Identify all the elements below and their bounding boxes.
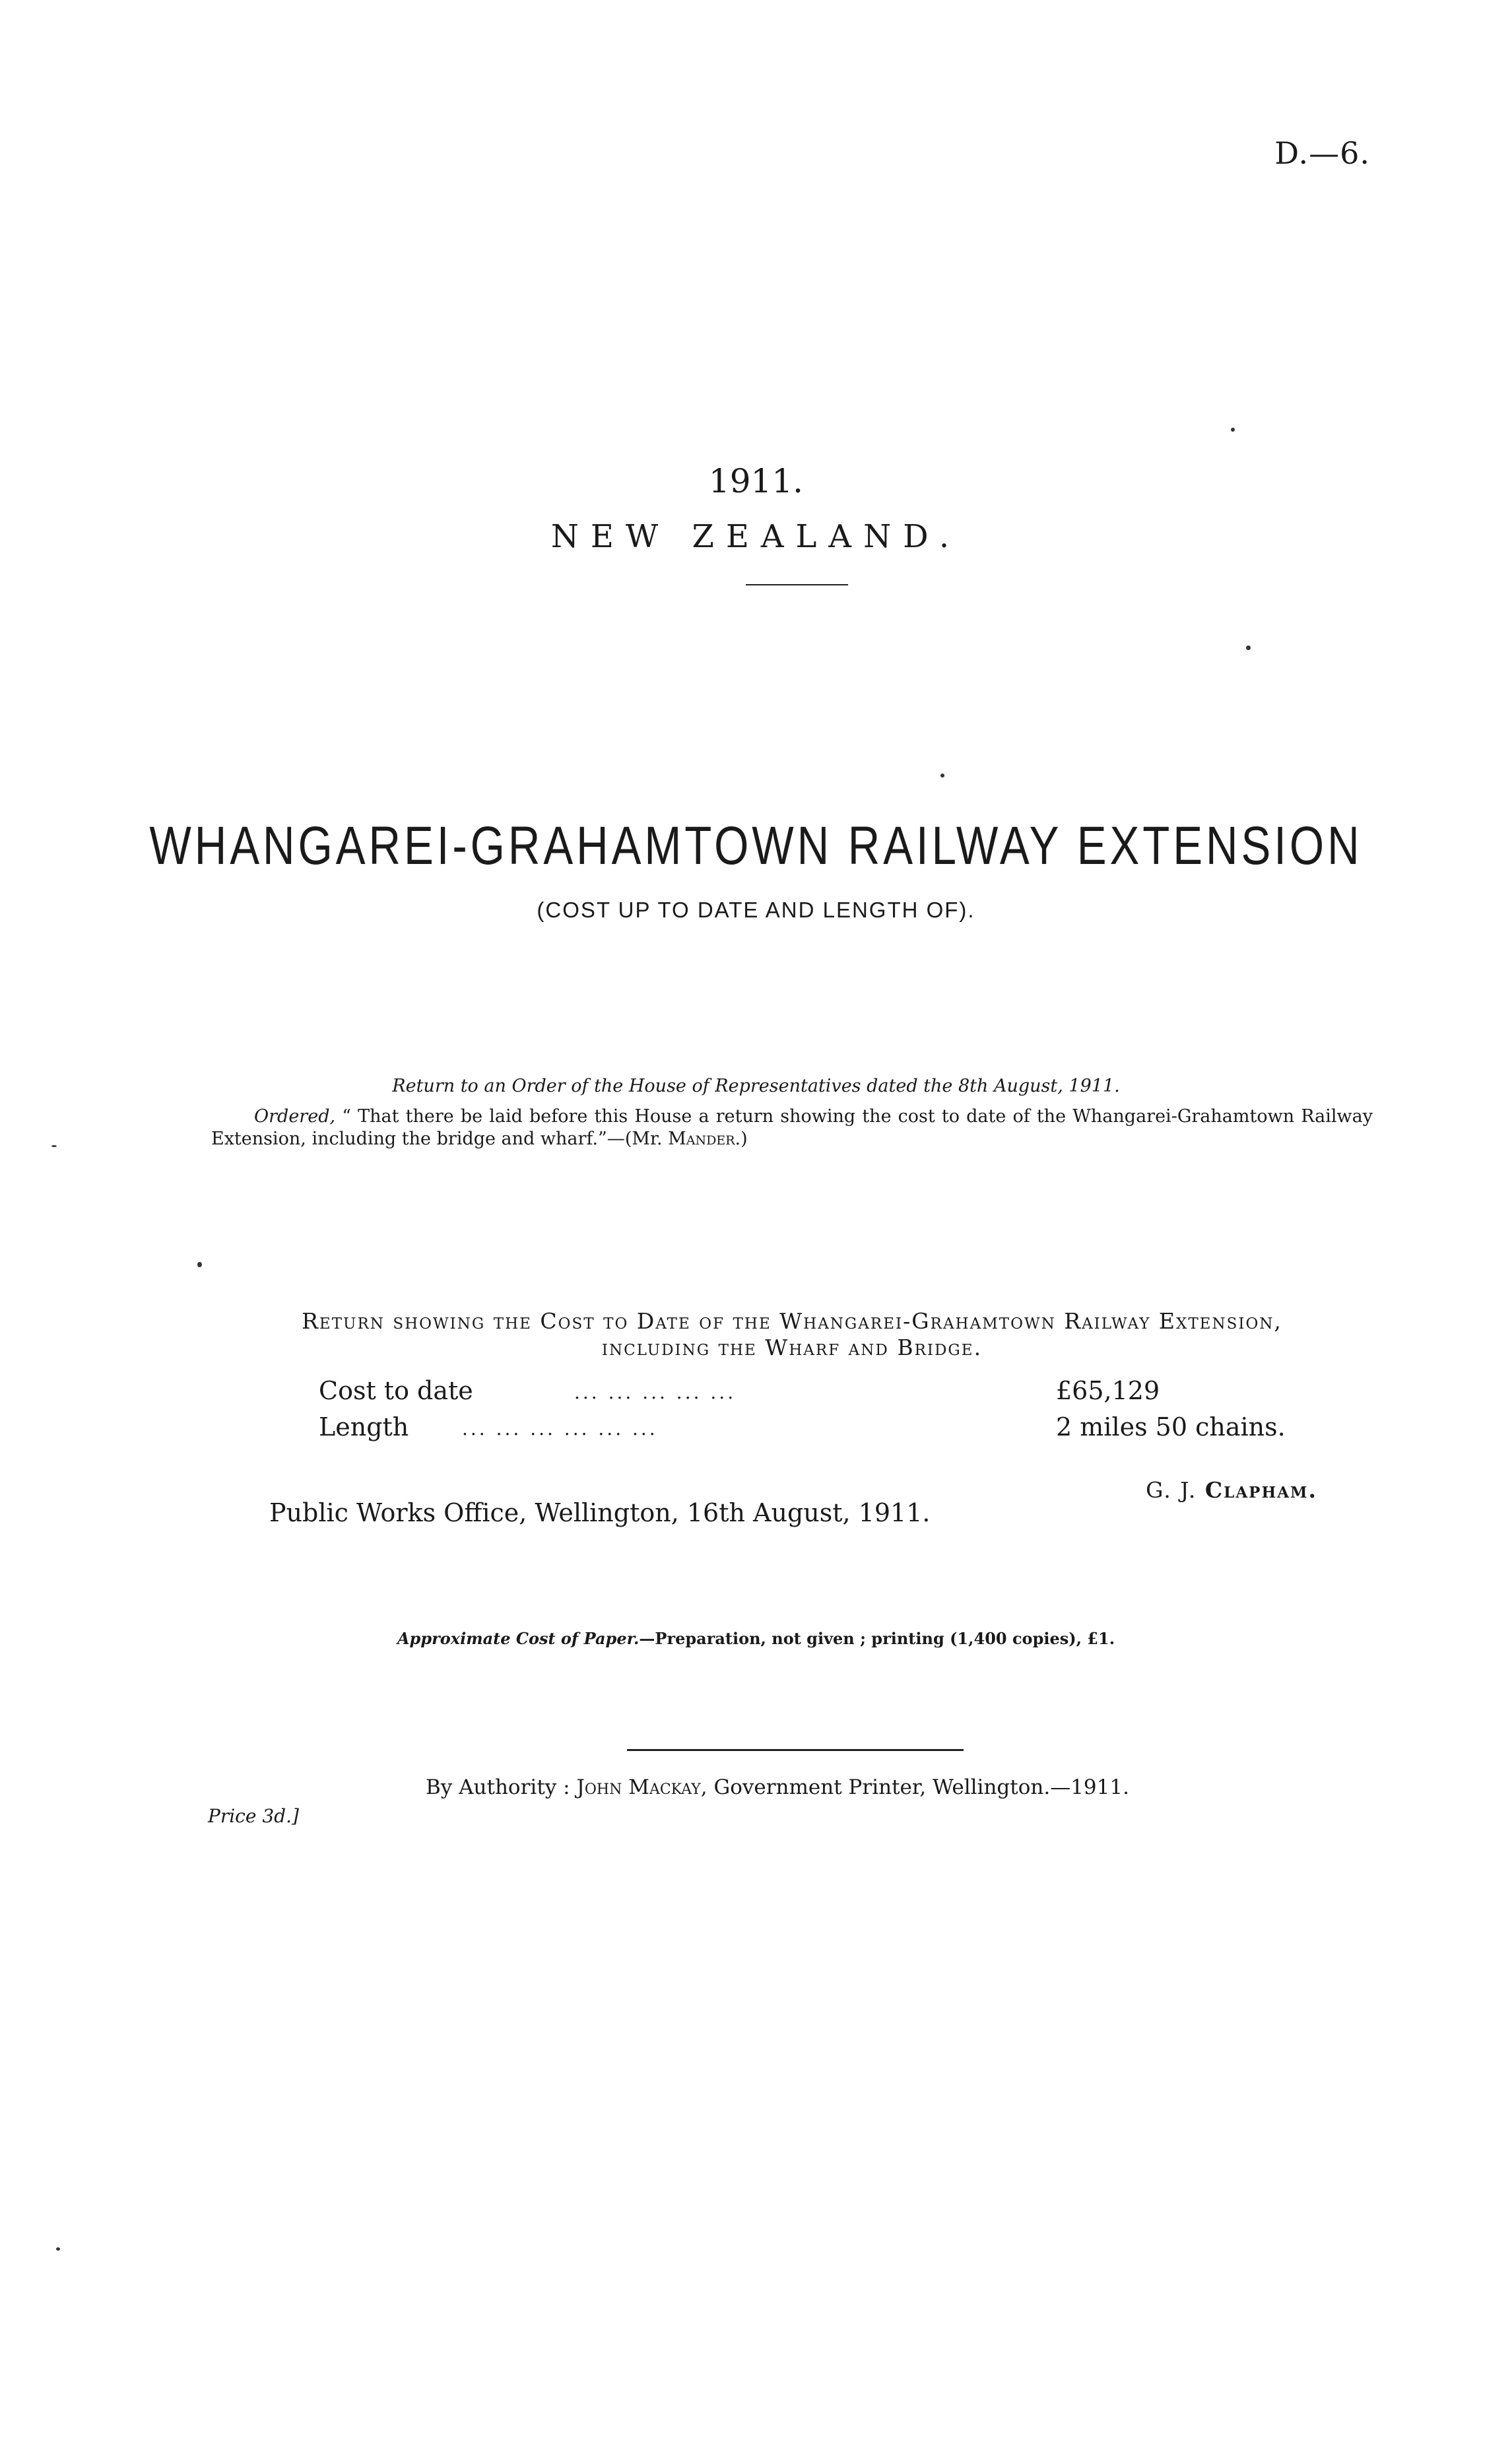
member-name: Mander: [668, 1129, 735, 1149]
imprint-rest: Government Printer, Wellington.—1911.: [713, 1775, 1129, 1799]
scan-speck: [1231, 428, 1235, 432]
scan-speck: [940, 774, 944, 777]
table-row-cost: [0, 1376, 1512, 1409]
paper-cost-text: —Preparation, not given ; printing (1,400 copies), £1.: [639, 1629, 1115, 1648]
signature-surname: Clapham.: [1204, 1477, 1317, 1503]
row-label: Cost to date: [319, 1376, 473, 1405]
ordered-label: Ordered,: [254, 1106, 336, 1127]
row-label: Length: [319, 1412, 409, 1441]
price-note: Price 3d.]: [208, 1805, 299, 1827]
row-value: 2 miles 50 chains.: [1056, 1412, 1286, 1441]
ordered-close: .): [735, 1129, 748, 1149]
ordered-paragraph: [211, 1106, 1373, 1150]
year: 1911.: [708, 462, 804, 500]
paper-cost-label: Approximate Cost of Paper.: [397, 1629, 640, 1648]
return-heading-line2: including the Wharf and Bridge.: [601, 1335, 983, 1360]
scan-speck: [1246, 645, 1251, 650]
office-line: Public Works Office, Wellington, 16th August, 1911.: [269, 1498, 931, 1527]
return-heading: [211, 1308, 1373, 1361]
scan-speck: [51, 1145, 57, 1147]
subtitle: (COST UP TO DATE AND LENGTH OF).: [537, 898, 975, 922]
row-dots: ... ... ... ... ... ...: [462, 1418, 658, 1439]
country-heading: NEW ZEALAND.: [550, 518, 962, 555]
imprint-prefix: By Authority :: [426, 1775, 570, 1799]
divider-short: [746, 584, 848, 585]
return-heading-line1: Return showing the Cost to Date of the Whangarei-Grahamtown Railway Extension,: [302, 1308, 1282, 1334]
scan-speck: [197, 1262, 202, 1267]
main-title: WHANGAREI-GRAHAMTOWN RAILWAY EXTENSION: [149, 816, 1363, 876]
divider-long: [627, 1749, 964, 1751]
row-dots: ... ... ... ... ...: [574, 1381, 737, 1403]
scan-speck: [56, 2247, 60, 2251]
signature-initials: G. J.: [1146, 1477, 1197, 1503]
ordered-text: “ That there be laid before this House a return showing the cost to date of the Whangarei-Grahamtown Railway Extension, including the bridge and wharf.”—(Mr.: [211, 1106, 1373, 1149]
signature: [1146, 1477, 1317, 1503]
row-value: £65,129: [1056, 1376, 1160, 1405]
table-row-length: [0, 1412, 1512, 1445]
paper-cost-note: [0, 1629, 1512, 1648]
imprint: [426, 1775, 1129, 1799]
document-reference: D.—6.: [1274, 135, 1370, 171]
order-return-line: Return to an Order of the House of Representatives dated the 8th August, 1911.: [392, 1076, 1120, 1096]
imprint-printer: John Mackay,: [576, 1775, 707, 1799]
